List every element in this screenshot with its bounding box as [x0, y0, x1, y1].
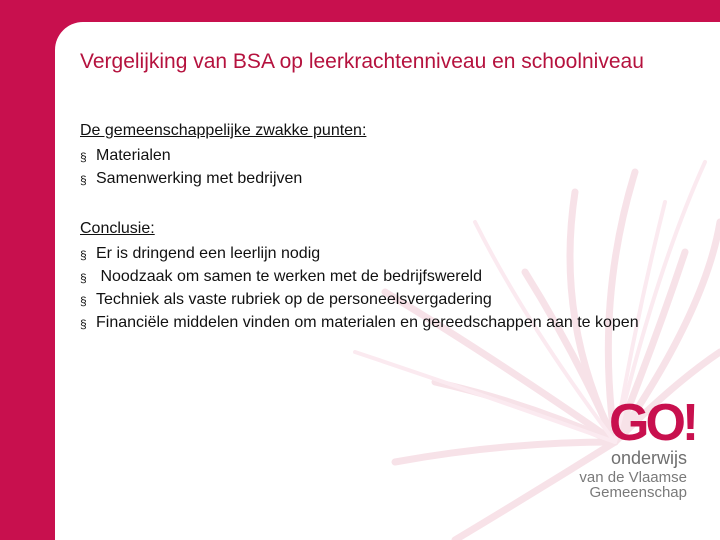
bullet-marker: § — [80, 173, 87, 187]
list-item-text: Samenwerking met bedrijven — [96, 170, 303, 187]
bullet-marker: § — [80, 294, 87, 308]
logo-line-1: onderwijs — [610, 448, 687, 468]
bullet-marker: § — [80, 248, 87, 262]
list-item-text: Er is dringend een leerlijn nodig — [96, 245, 321, 262]
go-logo — [575, 395, 715, 505]
list-item-text: Techniek als vaste rubriek op de personeelsvergadering — [96, 291, 492, 308]
list-item-text: Noodzaak om samen te werken met de bedrijfswereld — [96, 268, 482, 285]
logo-line-3: Gemeenschap — [589, 484, 687, 501]
weak-points-heading: De gemeenschappelijke zwakke punten: — [80, 122, 367, 139]
conclusion-heading: Conclusie: — [80, 220, 155, 237]
slide-title: Vergelijking van BSA op leerkrachtenniveau en schoolniveau — [80, 50, 644, 73]
logo-mark: GO! — [609, 394, 696, 452]
bullet-marker: § — [80, 271, 87, 285]
list-item — [80, 288, 680, 311]
spacer — [80, 190, 680, 216]
bullet-marker: § — [80, 317, 87, 331]
list-item — [80, 167, 680, 190]
list-item — [80, 144, 680, 167]
content-panel — [55, 22, 720, 540]
list-item — [80, 242, 680, 265]
slide-body — [80, 118, 680, 334]
list-item-text: Financiële middelen vinden om materialen en gereedschappen aan te kopen — [96, 314, 639, 331]
list-item-text: Materialen — [96, 147, 171, 164]
bullet-marker: § — [80, 150, 87, 164]
list-item — [80, 265, 680, 288]
list-item — [80, 311, 680, 334]
logo-line-2: van de Vlaamse — [579, 469, 687, 486]
